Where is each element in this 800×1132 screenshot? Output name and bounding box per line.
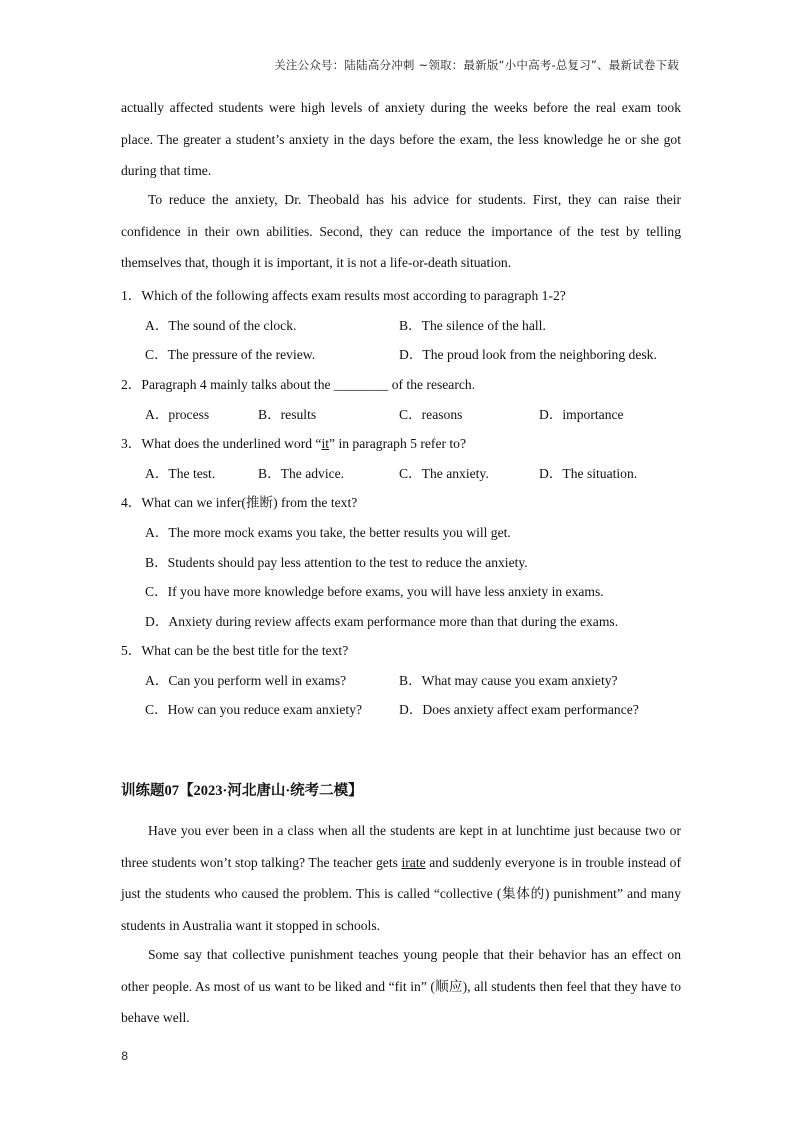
question-2-option-c: C．reasons xyxy=(399,407,463,422)
question-3-stem-start: 3．What does the underlined word “ xyxy=(121,436,322,451)
question-4-option-d: D．Anxiety during review affects exam performance more than that during the exams. xyxy=(145,614,619,629)
passage1-paragraph-1: actually affected students were high levels of anxiety during the weeks before the real exam took place. The greater a student’s anxiety in the days before the exam, the less knowledge he or she got during that time. xyxy=(121,100,681,178)
passage2-paragraph-1 xyxy=(121,815,681,941)
page-header: 关注公众号：陆陆高分冲刺 ~领取：最新版“小中高考-总复习”、最新试卷下载 xyxy=(274,58,679,72)
passage1-paragraph-2: To reduce the anxiety, Dr. Theobald has his advice for students. First, they can raise their confidence in their own abilities. Second, they can reduce the importance of the test by telling themselves that, though it is important, it is not a life-or-death situation. xyxy=(121,192,681,270)
question-1-option-c: C．The pressure of the review. xyxy=(145,347,316,362)
question-3-stem xyxy=(121,432,681,452)
question-2-option-b: B．results xyxy=(258,407,317,422)
question-1-option-a: A．The sound of the clock. xyxy=(145,318,297,333)
question-1-option-d: D．The proud look from the neighboring desk. xyxy=(399,347,657,362)
question-2-stem: 2．Paragraph 4 mainly talks about the ________ of the research. xyxy=(121,377,476,392)
question-2-option-d: D．importance xyxy=(539,407,624,422)
section-title: 训练题07【2023·河北唐山·统考二模】 xyxy=(121,783,363,799)
question-2-option-a: A．process xyxy=(145,407,210,422)
question-5-stem: 5．What can be the best title for the text? xyxy=(121,643,349,658)
question-3-option-c: C．The anxiety. xyxy=(399,466,489,481)
page-number: 8 xyxy=(121,1049,129,1063)
question-5-option-c: C．How can you reduce exam anxiety? xyxy=(145,702,363,717)
question-3-option-d: D．The situation. xyxy=(539,466,638,481)
question-4-option-b: B．Students should pay less attention to the test to reduce the anxiety. xyxy=(145,555,528,570)
question-3-option-a: A．The test. xyxy=(145,466,216,481)
question-4-option-c: C．If you have more knowledge before exams, you will have less anxiety in exams. xyxy=(145,584,604,599)
passage2-paragraph-2: Some say that collective punishment teaches young people that their behavior has an effect on other people. As most of us want to be liked and “fit in” (顺应), all students then feel that they have to behave well. xyxy=(121,947,681,1025)
question-1-stem: 1．Which of the following affects exam results most according to paragraph 1-2? xyxy=(121,288,566,303)
passage2-paragraph-1-end: and suddenly everyone is in trouble instead of just the students who caused the problem. This is called “collective (集体的) punishment” and many students in Australia want it stopped in schools. xyxy=(121,854,681,933)
underlined-word-irate: irate xyxy=(401,854,426,870)
question-1-option-b: B．The silence of the hall. xyxy=(399,318,546,333)
question-5-option-d: D．Does anxiety affect exam performance? xyxy=(399,702,639,717)
question-3-stem-end: ” in paragraph 5 refer to? xyxy=(329,436,467,451)
question-4-option-a: A．The more mock exams you take, the better results you will get. xyxy=(145,525,511,540)
question-5-option-a: A．Can you perform well in exams? xyxy=(145,673,347,688)
question-5-option-b: B．What may cause you exam anxiety? xyxy=(399,673,618,688)
passage2-paragraph-1-start: Have you ever been in a class when all the students are kept in at lunchtime just because two or three students won’t stop talking? The teacher gets xyxy=(121,823,681,870)
question-4-stem: 4．What can we infer(推断) from the text? xyxy=(121,495,358,510)
question-3-option-b: B．The advice. xyxy=(258,466,345,481)
underlined-word-it: it xyxy=(321,436,330,451)
